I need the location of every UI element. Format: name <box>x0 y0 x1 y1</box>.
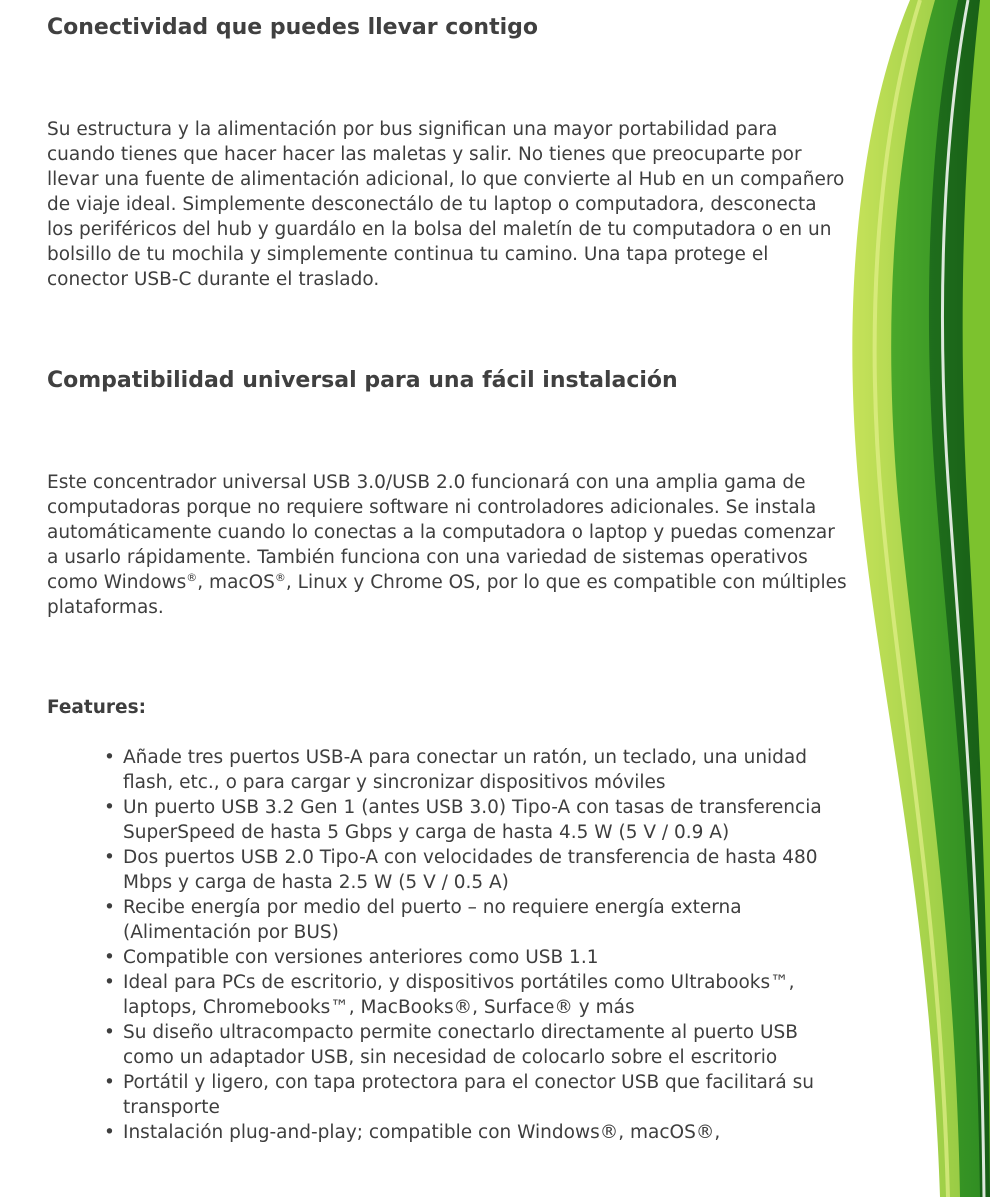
bullet-icon: • <box>104 797 115 818</box>
list-item: • Instalación plug-and-play; compatible con Windows®, macOS®, <box>104 1122 721 1143</box>
green-swoosh-decoration <box>840 0 990 1197</box>
compat-text-3: , Linux y Chrome OS, por lo que es compatible con múltiples plataformas. <box>47 572 847 618</box>
list-item: • Su diseño ultracompacto permite conectarlo directamente al puerto USB como un adaptador USB, sin necesidad de colocarlo sobre el escritorio <box>104 1022 798 1068</box>
compat-text-1: Este concentrador universal USB 3.0/USB 2.0 funcionará con una amplia gama de computadoras porque no requiere software ni controladores adicionales. Se instala automáticamente cuando lo conectas a la computadora o laptop y puedas comenzar a usarlo rápidamente. También funciona con una variedad de sistemas operativos como Windows <box>47 472 835 593</box>
list-item: • Añade tres puertos USB-A para conectar un ratón, un teclado, una unidad flash, etc., o para cargar y sincronizar dispositivos móviles <box>104 747 808 793</box>
section-body-compatibility <box>47 470 847 620</box>
list-item: • Recibe energía por medio del puerto – no requiere energía externa (Alimentación por BUS) <box>104 897 742 943</box>
section-title-compatibility: Compatibilidad universal para una fácil instalación <box>47 368 678 393</box>
bullet-icon: • <box>104 947 115 968</box>
bullet-icon: • <box>104 747 115 768</box>
list-item: • Dos puertos USB 2.0 Tipo-A con velocidades de transferencia de hasta 480 Mbps y carga de hasta 2.5 W (5 V / 0.5 A) <box>104 847 818 893</box>
list-item: • Un puerto USB 3.2 Gen 1 (antes USB 3.0) Tipo-A con tasas de transferencia SuperSpeed de hasta 5 Gbps y carga de hasta 4.5 W (5 V / 0.9 A) <box>104 797 822 843</box>
bullet-icon: • <box>104 1022 115 1043</box>
registered-mark: ® <box>274 570 286 584</box>
list-item: • Portátil y ligero, con tapa protectora para el conector USB que facilitará su transporte <box>104 1072 814 1118</box>
features-heading: Features: <box>47 697 147 718</box>
section-title-connectivity: Conectividad que puedes llevar contigo <box>47 15 539 40</box>
bullet-icon: • <box>104 972 115 993</box>
section-body-connectivity: Su estructura y la alimentación por bus significan una mayor portabilidad para cuando tienes que hacer hacer las maletas y salir. No tienes que preocuparte por llevar una fuente de alimentación adicional, lo que convierte al Hub en un compañero de viaje ideal. Simplemente desconectálo de tu laptop o computadora, desconecta los periféricos del hub y guardálo en la bolsa del maletín de tu computadora o en un bolsillo de tu mochila y simplemente continua tu camino. Una tapa protege el conector USB-C durante el traslado. <box>47 119 845 290</box>
bullet-icon: • <box>104 847 115 868</box>
compat-text-2: , macOS <box>197 572 275 593</box>
list-item: • Compatible con versiones anteriores como USB 1.1 <box>104 947 599 968</box>
bullet-icon: • <box>104 1072 115 1093</box>
list-item: • Ideal para PCs de escritorio, y dispositivos portátiles como Ultrabooks™, laptops, Chromebooks™, MacBooks®, Surface® y más <box>104 972 795 1018</box>
features-list <box>47 745 853 1145</box>
bullet-icon: • <box>104 897 115 918</box>
registered-mark: ® <box>186 570 198 584</box>
bullet-icon: • <box>104 1122 115 1143</box>
